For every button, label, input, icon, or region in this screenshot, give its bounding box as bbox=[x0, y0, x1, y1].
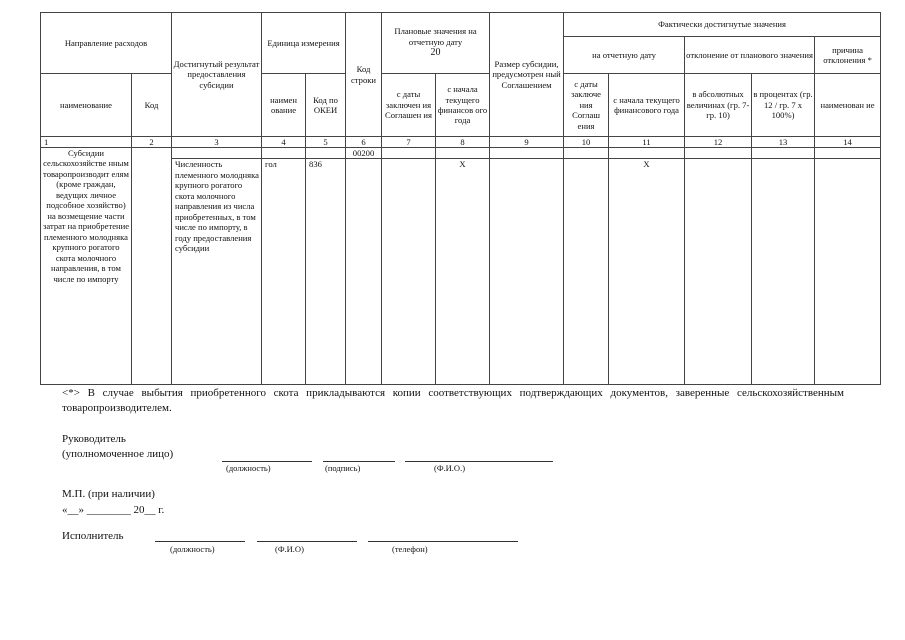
sub-plan-from-agreement: с даты заключен ия Соглашен ия bbox=[382, 74, 436, 137]
col-number: 10 bbox=[564, 137, 609, 148]
data-cell bbox=[346, 159, 382, 385]
header-unit: Единица измерения bbox=[262, 13, 346, 74]
col-number: 8 bbox=[436, 137, 490, 148]
fio-line[interactable] bbox=[405, 461, 553, 462]
header-plan bbox=[382, 13, 490, 74]
col-number: 5 bbox=[306, 137, 346, 148]
data-cell bbox=[685, 148, 752, 159]
data-cell bbox=[752, 148, 815, 159]
data-cell bbox=[564, 159, 609, 385]
sub-code: Код bbox=[132, 74, 172, 137]
sub-reason-name: наименован ие bbox=[815, 74, 881, 137]
footnote: <*> В случае выбытия приобретенного скота прикладываются копии соответствующих подтверждающих документов, заверенные сельскохозяйственным товаропроизводителем. bbox=[62, 387, 844, 414]
col-number: 11 bbox=[609, 137, 685, 148]
caption-exec-phone: (телефон) bbox=[392, 544, 428, 554]
col-number: 3 bbox=[172, 137, 262, 148]
sub-abs: в абсолютных величинах (гр. 7- гр. 10) bbox=[685, 74, 752, 137]
col-number: 7 bbox=[382, 137, 436, 148]
data-cell bbox=[436, 148, 490, 159]
header-direction: Направление расходов bbox=[41, 13, 172, 74]
col-number: 4 bbox=[262, 137, 306, 148]
data-unit: гол bbox=[262, 159, 306, 385]
data-cell bbox=[564, 148, 609, 159]
sub-name: наименование bbox=[41, 74, 132, 137]
caption-exec-fio: (Ф.И.О) bbox=[275, 544, 304, 554]
header-plan-label: Плановые значения на отчетную дату bbox=[394, 26, 477, 47]
col-number: 9 bbox=[490, 137, 564, 148]
data-cell bbox=[262, 148, 306, 159]
header-fact: Фактически достигнутые значения bbox=[564, 13, 881, 37]
sub-plan-from-year: с начала текущего финансов ого года bbox=[436, 74, 490, 137]
header-subsidy: Размер субсидии, предусмотрен ный Соглашением bbox=[490, 13, 564, 137]
col-number: 2 bbox=[132, 137, 172, 148]
data-cell bbox=[609, 148, 685, 159]
data-cell bbox=[815, 159, 881, 385]
sub-unit-name: наимен ование bbox=[262, 74, 306, 137]
executor-position-line[interactable] bbox=[155, 541, 245, 542]
data-cell bbox=[685, 159, 752, 385]
data-cell bbox=[172, 148, 262, 159]
header-code-row: Код строки bbox=[346, 13, 382, 137]
header-reason: причина отклонения * bbox=[815, 37, 881, 74]
data-result: Численность племенного молодняка крупного рогатого скота молочного направления из числа приобретенных, в том числе по импорту, в году предоставления субсидии bbox=[172, 159, 262, 385]
caption-signature: (подпись) bbox=[325, 463, 361, 473]
head-label-2: (уполномоченное лицо) bbox=[62, 448, 174, 460]
data-okei: 836 bbox=[306, 159, 346, 385]
date-line[interactable]: «__» ________ 20__ г. bbox=[62, 504, 165, 516]
sub-fact-from-year: с начала текущего финансового года bbox=[609, 74, 685, 137]
head-label: Руководитель bbox=[62, 433, 126, 445]
header-plan-year: 20 bbox=[430, 47, 441, 59]
col-number: 6 bbox=[346, 137, 382, 148]
col-number: 1 bbox=[41, 137, 132, 148]
signature-line[interactable] bbox=[323, 461, 395, 462]
data-cell bbox=[382, 148, 436, 159]
col-number: 14 bbox=[815, 137, 881, 148]
executor-phone-line[interactable] bbox=[368, 541, 518, 542]
executor-fio-line[interactable] bbox=[257, 541, 357, 542]
header-deviation: отклонение от планового значения bbox=[685, 37, 815, 74]
sub-pct: в процентах (гр. 12 / гр. 7 x 100%) bbox=[752, 74, 815, 137]
report-table bbox=[40, 12, 881, 385]
data-row-code: 00200 bbox=[346, 148, 382, 159]
sub-okei: Код по ОКЕИ bbox=[306, 74, 346, 137]
data-cell bbox=[306, 148, 346, 159]
data-direction: Субсидии сельскохозяйстве нным товаропроизводит елям (кроме граждан, ведущих личное подсобное хозяйство) на возмещение части затрат на приобретение племенного молодняка крупного рогатого скота молочного направления, в том числе по импорту bbox=[41, 148, 132, 385]
data-cell bbox=[490, 148, 564, 159]
caption-fio: (Ф.И.О.) bbox=[434, 463, 466, 473]
data-x-plan: X bbox=[436, 159, 490, 385]
data-cell bbox=[490, 159, 564, 385]
caption-position: (должность) bbox=[226, 463, 271, 473]
data-cell bbox=[752, 159, 815, 385]
header-fact-date: на отчетную дату bbox=[564, 37, 685, 74]
data-code bbox=[132, 148, 172, 385]
sub-fact-from-agreement: с даты заключе ния Соглаш ения bbox=[564, 74, 609, 137]
data-cell bbox=[815, 148, 881, 159]
caption-exec-position: (должность) bbox=[170, 544, 215, 554]
col-number: 12 bbox=[685, 137, 752, 148]
stamp-label: М.П. (при наличии) bbox=[62, 488, 155, 500]
col-number: 13 bbox=[752, 137, 815, 148]
data-x-fact: X bbox=[609, 159, 685, 385]
data-cell bbox=[382, 159, 436, 385]
executor-label: Исполнитель bbox=[62, 530, 124, 542]
header-result: Достигнутый результат предоставления субсидии bbox=[172, 13, 262, 137]
position-line[interactable] bbox=[222, 461, 312, 462]
